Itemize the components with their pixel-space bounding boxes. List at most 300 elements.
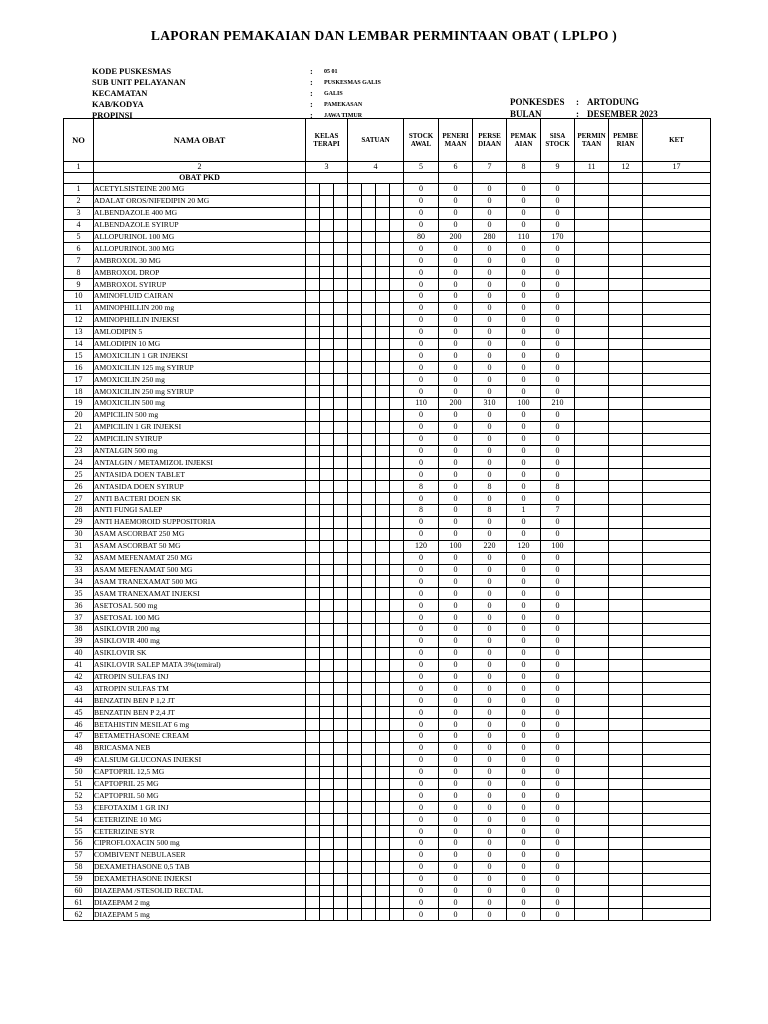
ket-cell xyxy=(643,826,711,838)
empty-cell xyxy=(348,837,362,849)
empty-cell xyxy=(390,398,404,410)
empty-cell xyxy=(376,623,390,635)
table-row xyxy=(64,279,711,291)
penerimaan-cell: 0 xyxy=(439,588,473,600)
empty-cell xyxy=(334,195,348,207)
empty-cell xyxy=(376,552,390,564)
empty-cell xyxy=(376,849,390,861)
empty-cell xyxy=(362,291,376,303)
empty-cell xyxy=(306,588,320,600)
pemberian-cell xyxy=(609,386,643,398)
empty-cell xyxy=(306,814,320,826)
persediaan-cell: 0 xyxy=(473,469,507,481)
drug-name: ASETOSAL 500 mg xyxy=(94,600,306,612)
stock-awal-cell: 0 xyxy=(404,314,439,326)
empty-cell xyxy=(334,659,348,671)
stock-awal-cell: 0 xyxy=(404,409,439,421)
empty-cell xyxy=(334,564,348,576)
stock-awal-cell: 0 xyxy=(404,564,439,576)
empty-cell xyxy=(348,421,362,433)
table-row xyxy=(64,481,711,493)
empty-cell xyxy=(390,219,404,231)
permintaan-cell xyxy=(575,754,609,766)
col-index: 6 xyxy=(439,162,473,173)
empty-cell xyxy=(362,790,376,802)
empty-cell xyxy=(362,386,376,398)
pemakaian-cell: 0 xyxy=(507,350,541,362)
empty-cell xyxy=(306,255,320,267)
drug-name: ATROPIN SULFAS INJ xyxy=(94,671,306,683)
pemberian-cell xyxy=(609,505,643,517)
ket-cell xyxy=(643,707,711,719)
stock-awal-cell: 0 xyxy=(404,695,439,707)
sisa-stock-cell: 7 xyxy=(541,505,575,517)
header-right-meta xyxy=(510,96,658,120)
pemakaian-cell: 0 xyxy=(507,374,541,386)
pemberian-cell xyxy=(609,647,643,659)
sisa-stock-cell: 0 xyxy=(541,600,575,612)
penerimaan-cell: 0 xyxy=(439,635,473,647)
empty-cell xyxy=(376,445,390,457)
empty-cell xyxy=(306,778,320,790)
penerimaan-cell: 0 xyxy=(439,671,473,683)
stock-awal-cell: 0 xyxy=(404,814,439,826)
empty-cell xyxy=(390,386,404,398)
table-row xyxy=(64,386,711,398)
persediaan-cell: 0 xyxy=(473,243,507,255)
empty-cell xyxy=(306,873,320,885)
table-row xyxy=(64,766,711,778)
empty-cell xyxy=(362,505,376,517)
empty-cell xyxy=(348,255,362,267)
stock-awal-cell: 0 xyxy=(404,885,439,897)
empty-cell xyxy=(390,184,404,196)
persediaan-cell: 0 xyxy=(473,647,507,659)
empty-cell xyxy=(390,873,404,885)
persediaan-cell: 0 xyxy=(473,267,507,279)
drug-name: AMOXICILIN 250 mg SYIRUP xyxy=(94,386,306,398)
ket-cell xyxy=(643,873,711,885)
empty-cell xyxy=(376,326,390,338)
penerimaan-cell: 0 xyxy=(439,683,473,695)
sisa-stock-cell: 170 xyxy=(541,231,575,243)
row-no: 15 xyxy=(64,350,94,362)
meta-label: PROPINSI xyxy=(92,110,133,120)
empty-cell xyxy=(348,778,362,790)
pemberian-cell xyxy=(609,861,643,873)
empty-cell xyxy=(348,873,362,885)
sisa-stock-cell: 0 xyxy=(541,564,575,576)
meta-row xyxy=(92,66,381,77)
permintaan-cell xyxy=(575,505,609,517)
pemakaian-cell: 0 xyxy=(507,885,541,897)
stock-awal-cell: 0 xyxy=(404,433,439,445)
empty-cell xyxy=(376,433,390,445)
empty-cell xyxy=(348,707,362,719)
ket-cell xyxy=(643,564,711,576)
drug-name: ASETOSAL 100 MG xyxy=(94,612,306,624)
empty-cell xyxy=(320,600,334,612)
empty-cell xyxy=(306,398,320,410)
pemberian-cell xyxy=(609,659,643,671)
sisa-stock-cell: 0 xyxy=(541,279,575,291)
permintaan-cell xyxy=(575,588,609,600)
empty-cell xyxy=(320,612,334,624)
pemberian-cell xyxy=(609,635,643,647)
ket-cell xyxy=(643,219,711,231)
empty-cell xyxy=(390,897,404,909)
stock-awal-cell: 0 xyxy=(404,742,439,754)
empty-cell xyxy=(390,255,404,267)
ket-cell xyxy=(643,457,711,469)
table-row xyxy=(64,719,711,731)
empty-cell xyxy=(362,338,376,350)
meta-label: SUB UNIT PELAYANAN xyxy=(92,77,186,87)
permintaan-cell xyxy=(575,552,609,564)
col-index: 17 xyxy=(643,162,711,173)
table-row xyxy=(64,362,711,374)
pemakaian-cell: 1 xyxy=(507,505,541,517)
empty-cell xyxy=(320,909,334,921)
stock-awal-cell: 0 xyxy=(404,612,439,624)
permintaan-cell xyxy=(575,267,609,279)
permintaan-cell xyxy=(575,184,609,196)
empty-cell xyxy=(376,730,390,742)
empty-cell xyxy=(376,683,390,695)
pemberian-cell xyxy=(609,481,643,493)
empty-cell xyxy=(390,588,404,600)
row-no: 14 xyxy=(64,338,94,350)
sisa-stock-cell: 0 xyxy=(541,707,575,719)
empty-cell xyxy=(362,576,376,588)
penerimaan-cell: 0 xyxy=(439,719,473,731)
pemberian-cell xyxy=(609,362,643,374)
table-row xyxy=(64,350,711,362)
empty-cell xyxy=(362,635,376,647)
pemberian-cell xyxy=(609,826,643,838)
permintaan-cell xyxy=(575,730,609,742)
table-row xyxy=(64,493,711,505)
empty-cell xyxy=(320,457,334,469)
empty-cell xyxy=(320,398,334,410)
persediaan-cell: 0 xyxy=(473,719,507,731)
stock-awal-cell: 0 xyxy=(404,219,439,231)
penerimaan-cell: 0 xyxy=(439,814,473,826)
row-no: 40 xyxy=(64,647,94,659)
col-header-satuan: SATUAN xyxy=(348,119,404,162)
pemberian-cell xyxy=(609,493,643,505)
penerimaan-cell: 0 xyxy=(439,469,473,481)
persediaan-cell: 0 xyxy=(473,802,507,814)
row-no: 26 xyxy=(64,481,94,493)
pemberian-cell xyxy=(609,374,643,386)
sisa-stock-cell: 0 xyxy=(541,445,575,457)
persediaan-cell: 0 xyxy=(473,766,507,778)
col-index: 12 xyxy=(609,162,643,173)
empty-cell xyxy=(306,695,320,707)
empty-cell xyxy=(306,445,320,457)
permintaan-cell xyxy=(575,445,609,457)
permintaan-cell xyxy=(575,243,609,255)
empty-cell xyxy=(390,338,404,350)
pemberian-cell xyxy=(609,314,643,326)
drug-name: CAPTOPRIL 12,5 MG xyxy=(94,766,306,778)
drug-name: CETERIZINE 10 MG xyxy=(94,814,306,826)
empty-cell xyxy=(334,742,348,754)
empty-cell xyxy=(306,350,320,362)
empty-cell xyxy=(348,635,362,647)
empty-cell xyxy=(362,219,376,231)
penerimaan-cell: 0 xyxy=(439,802,473,814)
table-row xyxy=(64,255,711,267)
empty-cell xyxy=(334,267,348,279)
penerimaan-cell: 0 xyxy=(439,267,473,279)
empty-cell xyxy=(348,481,362,493)
empty-cell xyxy=(362,195,376,207)
pemberian-cell xyxy=(609,576,643,588)
penerimaan-cell: 0 xyxy=(439,600,473,612)
sisa-stock-cell: 0 xyxy=(541,302,575,314)
empty-cell xyxy=(376,374,390,386)
empty-cell xyxy=(334,766,348,778)
empty-cell xyxy=(306,386,320,398)
pemberian-cell xyxy=(609,184,643,196)
persediaan-cell: 0 xyxy=(473,873,507,885)
sisa-stock-cell: 0 xyxy=(541,207,575,219)
stock-awal-cell: 0 xyxy=(404,338,439,350)
penerimaan-cell: 0 xyxy=(439,421,473,433)
empty-cell xyxy=(320,766,334,778)
lplpo-table xyxy=(63,118,711,921)
ket-cell xyxy=(643,493,711,505)
ket-cell xyxy=(643,897,711,909)
pemberian-cell xyxy=(609,469,643,481)
empty-cell xyxy=(362,623,376,635)
permintaan-cell xyxy=(575,374,609,386)
stock-awal-cell: 0 xyxy=(404,255,439,267)
drug-name: ASIKLOVIR 200 mg xyxy=(94,623,306,635)
empty-cell xyxy=(320,695,334,707)
pemakaian-cell: 120 xyxy=(507,540,541,552)
empty-cell xyxy=(348,267,362,279)
empty-cell xyxy=(334,302,348,314)
row-no: 52 xyxy=(64,790,94,802)
drug-name: CAPTOPRIL 25 MG xyxy=(94,778,306,790)
empty-cell xyxy=(376,909,390,921)
permintaan-cell xyxy=(575,647,609,659)
pemakaian-cell: 0 xyxy=(507,861,541,873)
empty-cell xyxy=(306,909,320,921)
row-no: 11 xyxy=(64,302,94,314)
empty-cell xyxy=(334,576,348,588)
empty-cell xyxy=(390,433,404,445)
empty-cell xyxy=(320,683,334,695)
empty-cell xyxy=(320,754,334,766)
row-no: 25 xyxy=(64,469,94,481)
persediaan-cell: 0 xyxy=(473,516,507,528)
drug-name: BETAMETHASONE CREAM xyxy=(94,730,306,742)
table-row xyxy=(64,291,711,303)
empty-cell xyxy=(320,243,334,255)
empty-cell xyxy=(320,255,334,267)
row-no: 17 xyxy=(64,374,94,386)
pemberian-cell xyxy=(609,302,643,314)
empty-cell xyxy=(306,719,320,731)
empty-cell xyxy=(376,481,390,493)
empty-cell xyxy=(376,516,390,528)
persediaan-cell: 0 xyxy=(473,695,507,707)
empty-cell xyxy=(306,326,320,338)
empty-cell xyxy=(348,659,362,671)
pemakaian-cell: 0 xyxy=(507,754,541,766)
stock-awal-cell: 0 xyxy=(404,302,439,314)
table-row xyxy=(64,600,711,612)
table-row xyxy=(64,338,711,350)
penerimaan-cell: 0 xyxy=(439,897,473,909)
col-header-pemakaian: PEMAK AIAN xyxy=(507,119,541,162)
table-row xyxy=(64,802,711,814)
empty-cell xyxy=(390,409,404,421)
ket-cell xyxy=(643,540,711,552)
permintaan-cell xyxy=(575,279,609,291)
ket-cell xyxy=(643,398,711,410)
empty-cell xyxy=(362,730,376,742)
empty-cell xyxy=(362,766,376,778)
empty-cell xyxy=(376,386,390,398)
drug-name: COMBIVENT NEBULASER xyxy=(94,849,306,861)
row-no: 20 xyxy=(64,409,94,421)
empty-cell xyxy=(376,802,390,814)
permintaan-cell xyxy=(575,885,609,897)
penerimaan-cell: 0 xyxy=(439,255,473,267)
sisa-stock-cell: 0 xyxy=(541,409,575,421)
empty-cell xyxy=(376,885,390,897)
col-index: 4 xyxy=(348,162,404,173)
empty-cell xyxy=(390,564,404,576)
sisa-stock-cell: 0 xyxy=(541,528,575,540)
empty-cell xyxy=(320,291,334,303)
pemakaian-cell: 0 xyxy=(507,279,541,291)
sisa-stock-cell: 0 xyxy=(541,326,575,338)
pemberian-cell xyxy=(609,243,643,255)
meta-colon: : xyxy=(310,110,313,120)
sisa-stock-cell: 0 xyxy=(541,291,575,303)
empty-cell xyxy=(320,421,334,433)
empty-cell xyxy=(362,231,376,243)
row-no: 56 xyxy=(64,837,94,849)
empty-cell xyxy=(376,338,390,350)
permintaan-cell xyxy=(575,671,609,683)
table-row xyxy=(64,588,711,600)
empty-cell xyxy=(334,612,348,624)
empty-cell xyxy=(320,576,334,588)
pemakaian-cell: 0 xyxy=(507,612,541,624)
pemakaian-cell: 0 xyxy=(507,302,541,314)
empty-cell xyxy=(306,291,320,303)
row-no: 48 xyxy=(64,742,94,754)
penerimaan-cell: 0 xyxy=(439,707,473,719)
persediaan-cell: 0 xyxy=(473,493,507,505)
empty-cell xyxy=(348,398,362,410)
row-no: 30 xyxy=(64,528,94,540)
pemakaian-cell: 110 xyxy=(507,231,541,243)
drug-name: AMOXICILIN 1 GR INJEKSI xyxy=(94,350,306,362)
row-no: 4 xyxy=(64,219,94,231)
pemberian-cell xyxy=(609,195,643,207)
stock-awal-cell: 0 xyxy=(404,635,439,647)
col-header-stock-awal: STOCK AWAL xyxy=(404,119,439,162)
empty-cell xyxy=(334,707,348,719)
penerimaan-cell: 100 xyxy=(439,540,473,552)
persediaan-cell: 0 xyxy=(473,409,507,421)
empty-cell xyxy=(320,362,334,374)
persediaan-cell: 0 xyxy=(473,683,507,695)
persediaan-cell: 0 xyxy=(473,623,507,635)
stock-awal-cell: 0 xyxy=(404,623,439,635)
empty-cell xyxy=(362,885,376,897)
permintaan-cell xyxy=(575,766,609,778)
sisa-stock-cell: 0 xyxy=(541,576,575,588)
empty-cell xyxy=(348,231,362,243)
pemberian-cell xyxy=(609,279,643,291)
empty-cell xyxy=(362,207,376,219)
drug-name: ASAM TRANEXAMAT INJEKSI xyxy=(94,588,306,600)
permintaan-cell xyxy=(575,255,609,267)
row-no: 16 xyxy=(64,362,94,374)
empty-cell xyxy=(334,623,348,635)
stock-awal-cell: 0 xyxy=(404,730,439,742)
empty-cell xyxy=(306,790,320,802)
empty-cell xyxy=(376,409,390,421)
row-no: 54 xyxy=(64,814,94,826)
empty-cell xyxy=(320,540,334,552)
empty-cell xyxy=(362,552,376,564)
pemakaian-cell: 0 xyxy=(507,207,541,219)
empty-cell xyxy=(362,279,376,291)
penerimaan-cell: 0 xyxy=(439,909,473,921)
row-no: 31 xyxy=(64,540,94,552)
empty-cell xyxy=(334,754,348,766)
drug-name: CALSIUM GLUCONAS INJEKSI xyxy=(94,754,306,766)
sisa-stock-cell: 0 xyxy=(541,837,575,849)
empty-cell xyxy=(348,314,362,326)
empty-cell xyxy=(306,231,320,243)
empty-cell xyxy=(320,671,334,683)
row-no: 1 xyxy=(64,184,94,196)
empty-cell xyxy=(376,421,390,433)
empty-cell xyxy=(362,612,376,624)
table-row xyxy=(64,671,711,683)
empty-cell xyxy=(334,409,348,421)
drug-name: ALLOPURINOL 100 MG xyxy=(94,231,306,243)
ket-cell xyxy=(643,314,711,326)
header-row xyxy=(64,119,711,162)
table-row xyxy=(64,623,711,635)
empty-cell xyxy=(376,873,390,885)
table-row xyxy=(64,909,711,921)
empty-cell xyxy=(348,552,362,564)
stock-awal-cell: 8 xyxy=(404,505,439,517)
row-no: 12 xyxy=(64,314,94,326)
ket-cell xyxy=(643,719,711,731)
pemakaian-cell: 0 xyxy=(507,588,541,600)
empty-cell xyxy=(376,540,390,552)
empty-cell xyxy=(348,374,362,386)
empty-cell xyxy=(348,730,362,742)
stock-awal-cell: 0 xyxy=(404,279,439,291)
permintaan-cell xyxy=(575,481,609,493)
persediaan-cell: 0 xyxy=(473,195,507,207)
